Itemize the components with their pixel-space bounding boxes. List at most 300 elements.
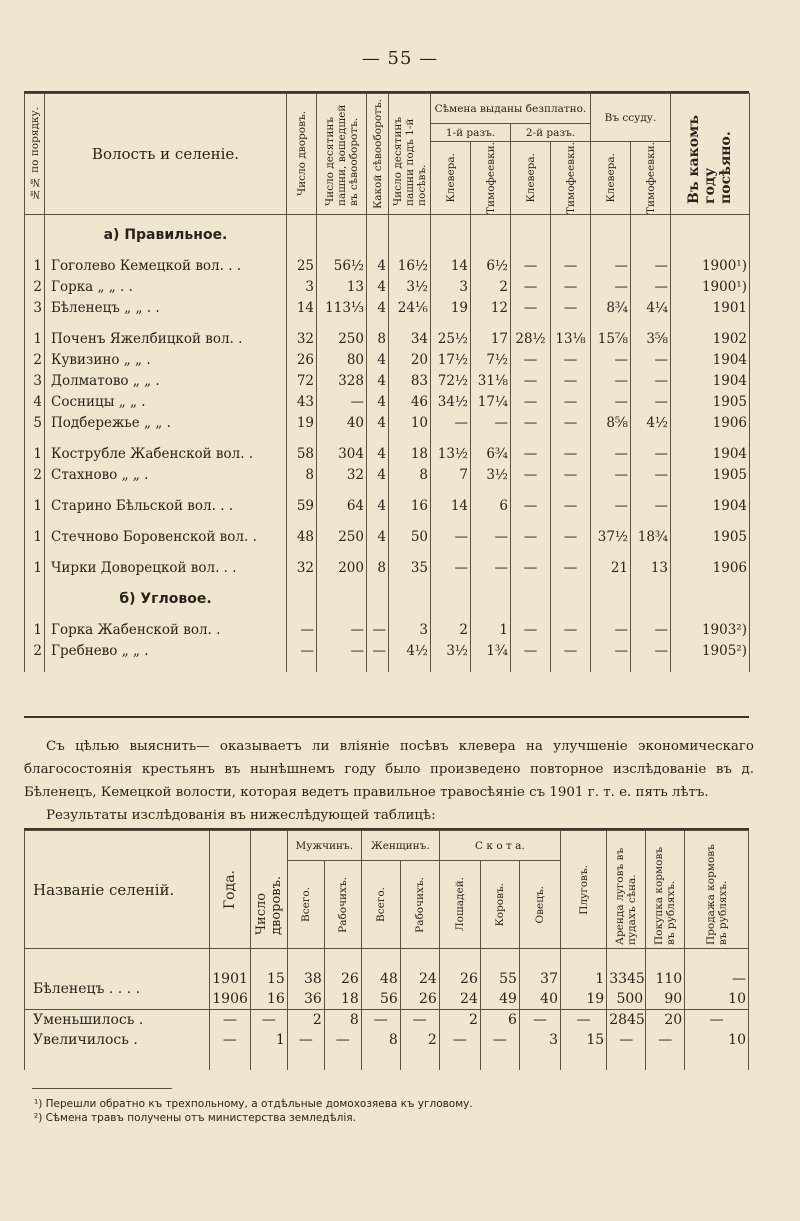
table-cell: —: [511, 277, 551, 298]
table-cell: —: [551, 558, 591, 579]
header-timothy-1: Тимофеевки.: [471, 142, 511, 215]
table-cell: 25½: [431, 329, 471, 350]
header-clover-1: Клевера.: [431, 142, 471, 215]
table-cell: 3: [25, 371, 45, 392]
header-second-time: 2-й разъ.: [511, 124, 591, 142]
table-cell: —: [250, 1010, 287, 1031]
table-cell: 3: [519, 1030, 560, 1050]
table-cell: 1900¹): [671, 256, 750, 277]
table-cell: 10: [685, 1030, 749, 1050]
village-name: Кувизино „ „ .: [45, 350, 287, 371]
table-cell: 5: [25, 413, 45, 434]
table-cell: 8: [324, 1010, 361, 1031]
village-name: Кострубле Жабенской вол. .: [45, 444, 287, 465]
table-cell: 1905: [671, 527, 750, 548]
t2-row-decreased: [25, 1010, 749, 1031]
table-cell: 15: [250, 969, 287, 989]
village-name: Стечново Боровенской вол. .: [45, 527, 287, 548]
table-cell: 13: [631, 558, 671, 579]
table-cell: 1: [25, 329, 45, 350]
table-cell: 500: [607, 989, 646, 1010]
table-cell: 48: [287, 527, 317, 548]
table-cell: 3: [389, 620, 431, 641]
table-cell: 4: [367, 465, 389, 486]
table-cell: 1904: [671, 496, 750, 517]
table-cell: —: [631, 465, 671, 486]
table-cell: 14: [287, 298, 317, 319]
table-cell: —: [551, 298, 591, 319]
t2-header-meadow: Аренда луговъ въ пудахъ сѣна.: [607, 831, 646, 949]
table-cell: 13: [317, 277, 367, 298]
table-cell: 3: [25, 298, 45, 319]
t2-row-increased: [25, 1030, 749, 1050]
table-cell: 3345: [607, 969, 646, 989]
table-cell: 83: [389, 371, 431, 392]
table-cell: 13½: [431, 444, 471, 465]
table-cell: 43: [287, 392, 317, 413]
table-cell: —: [551, 371, 591, 392]
table-cell: —: [511, 256, 551, 277]
table-cell: 250: [317, 329, 367, 350]
table-cell: 18: [324, 989, 361, 1010]
table-cell: 1900¹): [671, 277, 750, 298]
table-cell: 2: [400, 1030, 439, 1050]
table-cell: —: [209, 1010, 250, 1031]
table-cell: —: [317, 392, 367, 413]
table-cell: 58: [287, 444, 317, 465]
table-cell: —: [400, 1010, 439, 1031]
table-cell: 1905²): [671, 641, 750, 662]
table-cell: 4½: [389, 641, 431, 662]
table-cell: 16½: [389, 256, 431, 277]
table-row: [25, 558, 750, 579]
table-cell: —: [607, 1030, 646, 1050]
header-clover-loan: Клевера.: [591, 142, 631, 215]
table-cell: 50: [389, 527, 431, 548]
table-cell: 1¾: [471, 641, 511, 662]
table-cell: 56½: [317, 256, 367, 277]
table-cell: 4: [367, 413, 389, 434]
table-row: [25, 496, 750, 517]
table-cell: —: [551, 350, 591, 371]
table-cell: —: [287, 641, 317, 662]
table-cell: —: [471, 527, 511, 548]
village-name: Старино Бѣльской вол. . .: [45, 496, 287, 517]
table-cell: 48: [361, 969, 400, 989]
village-name: Гребнево „ „ .: [45, 641, 287, 662]
table-cell: —: [287, 620, 317, 641]
table-cell: 8: [361, 1030, 400, 1050]
table-cell: 1: [25, 558, 45, 579]
table-cell: 1: [560, 969, 606, 989]
table-cell: 1: [471, 620, 511, 641]
table-cell: —: [511, 298, 551, 319]
table-cell: —: [511, 392, 551, 413]
t2-header-ploughs: Плуговъ.: [560, 831, 606, 949]
table-row: [25, 298, 750, 319]
table-cell: —: [631, 256, 671, 277]
table-cell: 4: [367, 444, 389, 465]
t2-header-yards: Число дворовъ.: [250, 831, 287, 949]
table-cell: 38: [287, 969, 324, 989]
table-cell: 17: [471, 329, 511, 350]
t2-header-women: Женщинъ.: [361, 831, 439, 861]
village-name: Долматово „ „ .: [45, 371, 287, 392]
table-cell: —: [591, 392, 631, 413]
t2-decreased-label: Уменьшилось .: [25, 1010, 210, 1031]
table-cell: 1901: [671, 298, 750, 319]
table-cell: —: [631, 444, 671, 465]
table-cell: 4: [367, 350, 389, 371]
table-cell: 72: [287, 371, 317, 392]
section-regular-label: а) Правильное.: [45, 225, 287, 246]
intro-paragraph: [24, 735, 754, 827]
table-cell: —: [209, 1030, 250, 1050]
table-cell: 4: [367, 496, 389, 517]
table-cell: 4: [367, 277, 389, 298]
t2-header-sheep: Овецъ.: [519, 861, 560, 949]
table-cell: 40: [317, 413, 367, 434]
table-cell: —: [591, 496, 631, 517]
table-cell: —: [560, 1010, 606, 1031]
table-cell: 26: [324, 969, 361, 989]
header-year: Въ какомъ году посѣяно.: [671, 94, 750, 215]
table-cell: 16: [250, 989, 287, 1010]
t2-header-name: Названіе селеній.: [25, 831, 210, 949]
table-cell: 28½: [511, 329, 551, 350]
table-cell: 64: [317, 496, 367, 517]
table-cell: 72½: [431, 371, 471, 392]
table-cell: 4: [25, 392, 45, 413]
table-cell: 3: [287, 277, 317, 298]
table-cell: 19: [287, 413, 317, 434]
table-cell: —: [361, 1010, 400, 1031]
table-cell: 1905: [671, 465, 750, 486]
table-cell: —: [511, 444, 551, 465]
table-row: [25, 256, 750, 277]
table-cell: —: [324, 1030, 361, 1050]
t2-header-sell: Продажа кормовъ въ рубляхъ.: [685, 831, 749, 949]
table-cell: 20: [646, 1010, 685, 1031]
table-cell: 8: [367, 558, 389, 579]
header-loan: Въ ссуду.: [591, 94, 671, 142]
table-cell: 110: [646, 969, 685, 989]
table-cell: 34½: [431, 392, 471, 413]
table-cell: 2: [287, 1010, 324, 1031]
table-cell: 1906: [671, 413, 750, 434]
table-cell: 1905: [671, 392, 750, 413]
t2-header-men: Мужчинъ.: [287, 831, 361, 861]
table-cell: —: [591, 277, 631, 298]
table-cell: 1: [250, 1030, 287, 1050]
table-cell: 31⅛: [471, 371, 511, 392]
table-cell: 3: [431, 277, 471, 298]
t2-header-women-workers: Рабочихъ.: [400, 861, 439, 949]
table-cell: 10: [685, 989, 749, 1010]
table-cell: —: [591, 444, 631, 465]
table-cell: 1906: [209, 989, 250, 1010]
table-cell: 14: [431, 496, 471, 517]
table-cell: —: [631, 350, 671, 371]
table-cell: 1: [25, 496, 45, 517]
table-cell: —: [471, 558, 511, 579]
table-row: [25, 641, 750, 662]
table-cell: —: [511, 558, 551, 579]
table-cell: 80: [317, 350, 367, 371]
table-cell: —: [511, 496, 551, 517]
table-cell: 21: [591, 558, 631, 579]
paragraph-main: Съ цѣлью выяснить— оказываетъ ли вліяніе посѣвъ клевера на улучшеніе экономическаго благосостоянія крестьянъ въ нынѣшнемъ году было произведено повторное изслѣдованіе въ д. Бѣленецъ, Кемецкой волости, которая ведетъ правильное травосѣяніе съ 1901 г. т. е. пять лѣтъ.: [24, 739, 754, 800]
table-cell: 4: [367, 298, 389, 319]
table-cell: 12: [471, 298, 511, 319]
footnote-1: ¹) Перешли обратно къ трехпольному, а отдѣльные домохозяева къ угловому.: [34, 1098, 473, 1110]
table-cell: 59: [287, 496, 317, 517]
table-cell: 17½: [431, 350, 471, 371]
table-cell: 40: [519, 989, 560, 1010]
table-cell: 1904: [671, 350, 750, 371]
table-cell: 7½: [471, 350, 511, 371]
table-cell: —: [591, 256, 631, 277]
table-cell: 1904: [671, 371, 750, 392]
table-cell: —: [511, 350, 551, 371]
footnote-2: ²) Сѣмена травъ получены отъ министерства земледѣлія.: [34, 1112, 356, 1124]
table-cell: —: [631, 277, 671, 298]
table-row: [25, 392, 750, 413]
table-cell: 1902: [671, 329, 750, 350]
table-cell: 3½: [471, 465, 511, 486]
table-row: [25, 277, 750, 298]
table-cell: 2: [25, 641, 45, 662]
table-cell: —: [591, 465, 631, 486]
header-sown: Число десятинъ пашни подъ 1-й посѣвъ.: [389, 94, 431, 215]
table-cell: —: [431, 558, 471, 579]
table-cell: 1: [25, 256, 45, 277]
village-name: Бѣленецъ „ „ . .: [45, 298, 287, 319]
table-cell: —: [591, 620, 631, 641]
table-cell: 18: [389, 444, 431, 465]
table-cell: 1903²): [671, 620, 750, 641]
footnote-rule: [32, 1088, 172, 1089]
table-cell: —: [511, 620, 551, 641]
table-row: [25, 329, 750, 350]
table-cell: —: [551, 641, 591, 662]
paragraph-results: Результаты изслѣдованія въ нижеслѣдующей таблицѣ:: [46, 808, 436, 823]
header-timothy-2: Тимофеевки.: [551, 142, 591, 215]
table-cell: —: [439, 1030, 480, 1050]
table-cell: 1906: [671, 558, 750, 579]
table-cell: —: [287, 1030, 324, 1050]
table-cell: 1901: [209, 969, 250, 989]
table-cell: 4: [367, 371, 389, 392]
table-cell: 6½: [471, 256, 511, 277]
table-row: [25, 465, 750, 486]
table-cell: 200: [317, 558, 367, 579]
village-name: Горка Жабенской вол. .: [45, 620, 287, 641]
table-cell: 3⅝: [631, 329, 671, 350]
table-cell: 4½: [631, 413, 671, 434]
table-cell: 24: [439, 989, 480, 1010]
table-cell: 4¼: [631, 298, 671, 319]
table-cell: 2: [431, 620, 471, 641]
table-row: [25, 620, 750, 641]
table-cell: 4: [367, 527, 389, 548]
table-row: [25, 371, 750, 392]
table-cell: 10: [389, 413, 431, 434]
table-cell: 16: [389, 496, 431, 517]
table-cell: 2: [25, 465, 45, 486]
table-cell: —: [471, 413, 511, 434]
table-cell: 36: [287, 989, 324, 1010]
table-cell: 26: [287, 350, 317, 371]
table-cell: 25: [287, 256, 317, 277]
table-cell: 113⅓: [317, 298, 367, 319]
table-cell: —: [480, 1030, 519, 1050]
table-cell: —: [431, 527, 471, 548]
table-cell: —: [367, 620, 389, 641]
table-cell: 2: [439, 1010, 480, 1031]
table-cell: 17¼: [471, 392, 511, 413]
table-cell: 7: [431, 465, 471, 486]
table-cell: —: [551, 465, 591, 486]
table-cell: 304: [317, 444, 367, 465]
header-clover-2: Клевера.: [511, 142, 551, 215]
table-cell: 26: [439, 969, 480, 989]
table-cell: —: [511, 465, 551, 486]
table-cell: 18¾: [631, 527, 671, 548]
table-cell: 37½: [591, 527, 631, 548]
table-cell: 49: [480, 989, 519, 1010]
table-cell: 26: [400, 989, 439, 1010]
table-cell: —: [631, 620, 671, 641]
village-comparison-table: [24, 830, 749, 1070]
table-cell: —: [631, 371, 671, 392]
table-cell: —: [551, 527, 591, 548]
table-cell: 2: [471, 277, 511, 298]
page-number: — 55 —: [361, 48, 439, 69]
table-cell: —: [511, 371, 551, 392]
table-cell: 328: [317, 371, 367, 392]
t2-header-cows: Коровъ.: [480, 861, 519, 949]
table-cell: —: [511, 413, 551, 434]
t2-header-horses: Лошадей.: [439, 861, 480, 949]
table-row: [25, 444, 750, 465]
village-name: Стахново „ „ .: [45, 465, 287, 486]
table-cell: 14: [431, 256, 471, 277]
table1-bottom-rule: [24, 716, 749, 718]
table-cell: 19: [431, 298, 471, 319]
table-row: [25, 350, 750, 371]
t2-header-men-total: Всего.: [287, 861, 324, 949]
table-cell: 8⅝: [591, 413, 631, 434]
table-cell: 1: [25, 527, 45, 548]
table-cell: 2: [25, 277, 45, 298]
t2-increased-label: Увеличилось .: [25, 1030, 210, 1050]
table-cell: 6: [471, 496, 511, 517]
table-cell: —: [317, 641, 367, 662]
table-cell: —: [591, 371, 631, 392]
table-cell: 8: [367, 329, 389, 350]
table-cell: 56: [361, 989, 400, 1010]
table-cell: —: [519, 1010, 560, 1031]
table-cell: 24: [400, 969, 439, 989]
table-cell: —: [551, 620, 591, 641]
header-desyatin: Число десятинъ пашни, вошедшей въ сѣвооборотъ.: [317, 94, 367, 215]
table-cell: —: [631, 641, 671, 662]
table-row: [25, 413, 750, 434]
table-cell: —: [511, 527, 551, 548]
table-cell: 6: [480, 1010, 519, 1031]
table-cell: 32: [287, 329, 317, 350]
table-cell: 4: [367, 392, 389, 413]
table-cell: 19: [560, 989, 606, 1010]
table-cell: 35: [389, 558, 431, 579]
t2-village: Бѣленецъ . . . .: [25, 969, 210, 1010]
t2-header-buy: Покупка кормовъ въ рубляхъ.: [646, 831, 685, 949]
table-cell: —: [631, 496, 671, 517]
table-cell: —: [551, 413, 591, 434]
table-cell: 1904: [671, 444, 750, 465]
table-cell: 24⅙: [389, 298, 431, 319]
table-cell: 4: [367, 256, 389, 277]
table-cell: —: [646, 1030, 685, 1050]
table-row: [25, 527, 750, 548]
table-cell: —: [317, 620, 367, 641]
table-cell: —: [591, 350, 631, 371]
table-cell: 2845: [607, 1010, 646, 1031]
table-cell: —: [685, 969, 749, 989]
table-cell: —: [551, 444, 591, 465]
table-cell: 8: [287, 465, 317, 486]
table-cell: —: [685, 1010, 749, 1031]
table-cell: —: [511, 641, 551, 662]
village-name: Сосницы „ „ .: [45, 392, 287, 413]
table-cell: 55: [480, 969, 519, 989]
table-cell: 37: [519, 969, 560, 989]
table-cell: 8¾: [591, 298, 631, 319]
table-cell: 15: [560, 1030, 606, 1050]
table-cell: —: [551, 277, 591, 298]
table-cell: 46: [389, 392, 431, 413]
table-cell: 1: [25, 620, 45, 641]
header-timothy-loan: Тимофеевки.: [631, 142, 671, 215]
header-rotation: Какой сѣвооборотъ.: [367, 94, 389, 215]
header-yards: Число дворовъ.: [287, 94, 317, 215]
seed-distribution-table: [24, 93, 750, 672]
t2-row-1901: [25, 969, 749, 989]
t2-header-cattle: С к о т а.: [439, 831, 560, 861]
table-cell: 34: [389, 329, 431, 350]
table-cell: 1: [25, 444, 45, 465]
table-cell: —: [551, 496, 591, 517]
header-name: Волость и селеніе.: [45, 94, 287, 215]
section-angular-label: б) Угловое.: [45, 589, 287, 610]
table-cell: —: [551, 256, 591, 277]
table-cell: 20: [389, 350, 431, 371]
table-cell: 15⅞: [591, 329, 631, 350]
header-num: №№ по порядку.: [25, 94, 45, 215]
village-name: Подбережье „ „ .: [45, 413, 287, 434]
header-first-time: 1-й разъ.: [431, 124, 511, 142]
table-cell: —: [431, 413, 471, 434]
village-name: Горка „ „ . .: [45, 277, 287, 298]
village-name: Поченъ Яжелбицкой вол. .: [45, 329, 287, 350]
table-cell: 90: [646, 989, 685, 1010]
village-name: Чирки Доворецкой вол. . .: [45, 558, 287, 579]
table-cell: 3½: [431, 641, 471, 662]
table-cell: 13⅛: [551, 329, 591, 350]
table-cell: —: [551, 392, 591, 413]
table-cell: 32: [287, 558, 317, 579]
